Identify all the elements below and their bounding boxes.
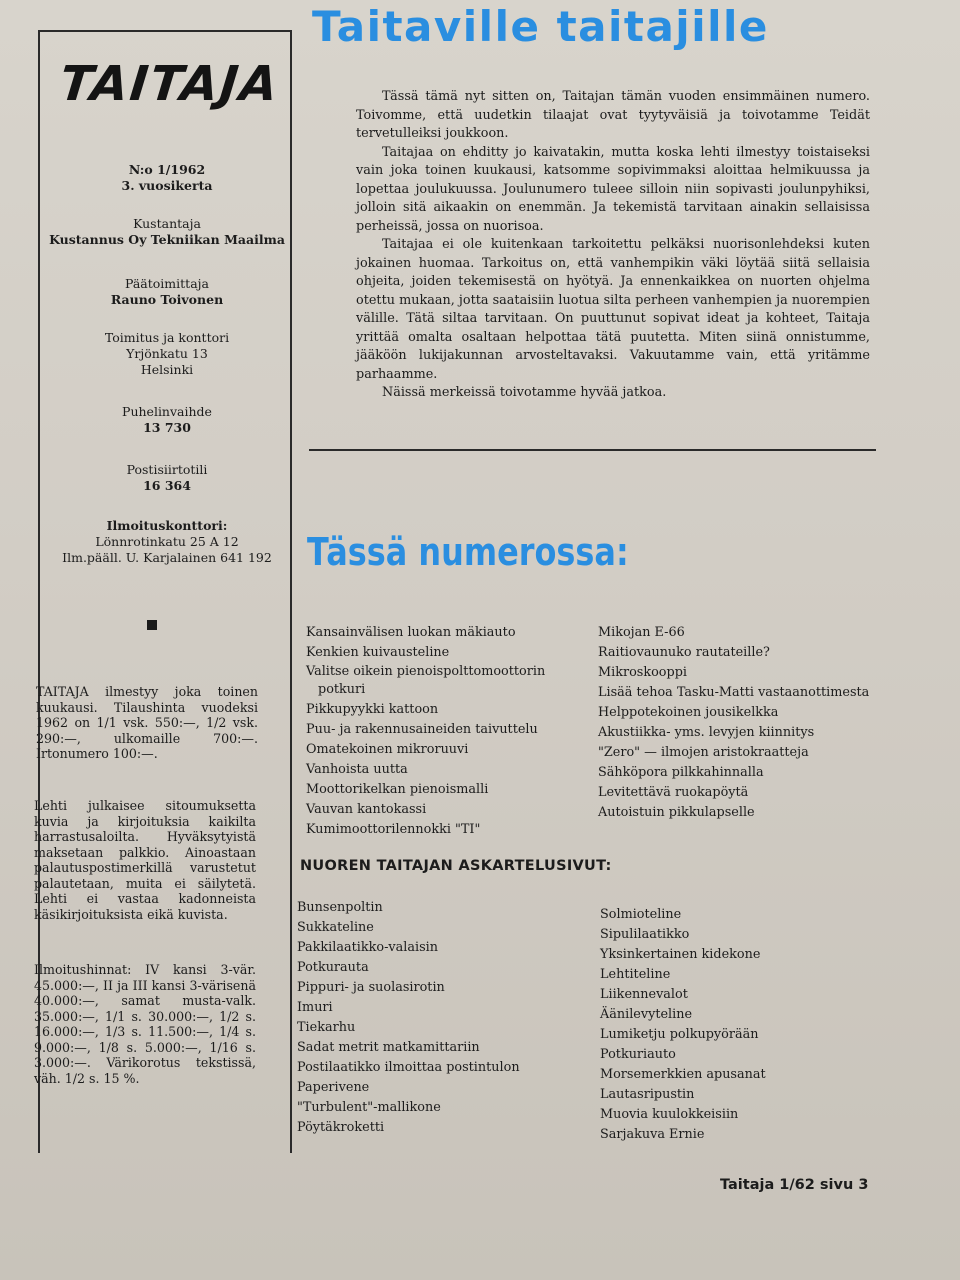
publisher: Kustannus Oy Tekniikan Maailma (49, 232, 285, 247)
youth-item: Sukkateline (297, 920, 374, 935)
youth-item: Muovia kuulokkeisiin (600, 1107, 739, 1122)
contents-item: potkuri (318, 682, 366, 697)
giro-number: 16 364 (143, 478, 191, 493)
youth-item: Sipulilaatikko (600, 927, 690, 942)
ads-office-street: Lönnrotinkatu 25 A 12 (95, 534, 239, 549)
office-label: Toimitus ja konttori (104, 330, 230, 345)
youth-item: Sadat metrit matkamittariin (297, 1040, 480, 1055)
editor-name: Rauno Toivonen (110, 292, 224, 307)
contents-item: Raitiovaunuko rautateille? (598, 645, 770, 660)
article-body (356, 88, 870, 403)
youth-item: "Turbulent"-mallikone (297, 1100, 441, 1115)
youth-list-right (600, 905, 766, 1145)
contents-item: Mikroskooppi (598, 665, 687, 680)
contents-item: Omatekoinen mikroruuvi (306, 742, 469, 757)
article-paragraph: Tässä tämä nyt sitten on, Taitajan tämän vuoden ensimmäinen numero. Toivomme, että uudetkin tilaajat ovat tyytyväisiä ja toivotamme Teidät tervetulleiksi joukkoon. (356, 89, 870, 141)
issue-number: N:o 1/1962 (128, 162, 206, 177)
youth-item: Postilaatikko ilmoittaa postintulon (297, 1060, 520, 1075)
contents-item: Moottorikelkan pienoismalli (306, 782, 489, 797)
ads-office-info (40, 518, 294, 566)
article-paragraph: Taitajaa on ehditty jo kaivatakin, mutta koska lehti ilmestyy toistaiseksi vain joka toinen kuukausi, katsomme sopivimmaksi aloittaa helmikuussa ja lopettaa joulukuussa. Joulunumero tuleee silloin niin sopivasti joulunpyhiksi, jolloin sitä aikaakin on enemmän. Ja tekemistä tarvitaan ainakin sellaisissa perheissä, jossa on nuorisoa. (356, 144, 870, 234)
contents-item: "Zero" — ilmojen aristokraatteja (598, 745, 809, 760)
youth-item: Morsemerkkien apusanat (600, 1067, 766, 1082)
youth-item: Potkurauta (297, 960, 369, 975)
ad-prices-text: Ilmoitushinnat: IV kansi 3-vär. 45.000:—, II ja III kansi 3-värisenä 40.000:—, samat musta-valk. 35.000:—, 1/1 s. 30.000:—, 1/2 s. 16.000:—, 1/3 s. 11.500:—, 1/4 s. 9.000:—, 1/8 s. 5.000:—, 1/16 s. 3.000:—. Värikorotus tekstissä, väh. 1/2 s. 15 %. (34, 962, 256, 1086)
page-footer: Taitaja 1/62 sivu 3 (720, 1177, 869, 1193)
youth-item: Lumiketju polkupyörään (600, 1027, 759, 1042)
youth-list-left (297, 898, 520, 1138)
contents-item: Levitettävä ruokapöytä (598, 785, 749, 800)
youth-item: Bunsenpoltin (297, 900, 383, 915)
ads-office-label: Ilmoituskonttori: (106, 518, 228, 533)
masthead-box (34, 30, 292, 1153)
divider-rule (309, 449, 876, 451)
contributions-text: Lehti julkaisee sitoumuksetta kuvia ja kirjoituksia kaikilta harrastusaloilta. Hyväksytyistä maksetaan palkkio. Ainoastaan palautuspostimerkillä varustetut palautetaan, muita ei säilytetä. Lehti ei vastaa kadonneista käsikirjoituksista eikä kuvista. (34, 798, 256, 922)
publisher-label: Kustantaja (133, 216, 201, 231)
contents-item: Kumimoottorilennokki "TI" (306, 822, 481, 837)
office-street: Yrjönkatu 13 (126, 346, 208, 361)
volume: 3. vuosikerta (121, 178, 213, 193)
youth-item: Pippuri- ja suolasirotin (297, 980, 445, 995)
editor-label: Päätoimittaja (125, 276, 209, 291)
contents-item: Mikojan E-66 (598, 625, 685, 640)
contents-item: Valitse oikein pienoispolttomoottorin (306, 664, 546, 679)
youth-item: Äänilevyteline (600, 1007, 693, 1022)
editor-info (40, 276, 294, 308)
giro-info (40, 462, 294, 494)
publisher-info (40, 216, 294, 248)
contents-item: Vanhoista uutta (306, 762, 408, 777)
youth-item: Lehtiteline (600, 967, 671, 982)
youth-item: Tiekarhu (297, 1020, 356, 1035)
youth-item: Imuri (297, 1000, 333, 1015)
phone-number: 13 730 (143, 420, 191, 435)
youth-item: Liikennevalot (600, 987, 688, 1002)
office-info (40, 330, 294, 378)
contents-item: Kansainvälisen luokan mäkiauto (306, 625, 516, 640)
subscription-text: TAITAJA ilmestyy joka toinen kuukausi. Tilaushinta vuodeksi 1962 on 1/1 vsk. 550:—, 1/2 vsk. 290:—, ulkomaille 700:—. Irtonumero 100:—. (36, 684, 258, 761)
contents-item: Sähköpora pilkkahinnalla (598, 765, 764, 780)
contents-list-right (598, 623, 869, 823)
article-paragraph: Näissä merkeissä toivotamme hyvää jatkoa. (382, 385, 667, 400)
phone-info (40, 404, 294, 436)
youth-item: Sarjakuva Ernie (600, 1127, 705, 1142)
youth-item: Lautasripustin (600, 1087, 695, 1102)
issue-info (40, 162, 294, 194)
office-city: Helsinki (140, 362, 194, 377)
article-paragraph: Taitajaa ei ole kuitenkaan tarkoitettu pelkäksi nuorisonlehdeksi kuten jokainen huomaa. Tarkoitus on, että vanhempikin väki löytää siitä sellaisia ohjeita, joiden tekemisestä on hyötyä. Ja ennenkaikkea on nuorten ohjelma otettu mukaan, jotta saataisiin luotua silta perheen vanhempien ja nuorempien välille. Tätä siltaa tarvitaan. On puuttunut sopivat ideat ja kohteet, Taitaja yrittää omalta osaltaan helpottaa tätä puutetta. Miten siinä onnistumme, jääköön lukijakunnan arvosteltavaksi. Vakuutamme vain, että yritämme parhaamme. (356, 237, 870, 382)
contents-item: Lisää tehoa Tasku-Matti vastaanottimesta (598, 685, 870, 700)
contents-item: Kenkien kuivausteline (306, 645, 450, 660)
youth-item: Potkuriauto (600, 1047, 676, 1062)
contents-item: Autoistuin pikkulapselle (598, 805, 755, 820)
separator-square (147, 620, 157, 630)
youth-item: Paperivene (297, 1080, 370, 1095)
giro-label: Postisiirtotili (126, 462, 208, 477)
contents-item: Helppotekoinen jousikelkka (598, 705, 779, 720)
phone-label: Puhelinvaihde (122, 404, 212, 419)
youth-item: Solmioteline (600, 907, 682, 922)
contents-item: Puu- ja rakennusaineiden taivuttelu (306, 722, 538, 737)
contents-item: Vauvan kantokassi (306, 802, 427, 817)
contents-list-left (306, 623, 545, 840)
youth-item: Yksinkertainen kidekone (600, 947, 761, 962)
article-title: Taitaville taitajille (312, 2, 769, 51)
youth-section-title: NUOREN TAITAJAN ASKARTELUSIVUT: (300, 858, 612, 874)
ads-office-contact: Ilm.pääll. U. Karjalainen 641 192 (62, 550, 272, 565)
youth-item: Pöytäkroketti (297, 1120, 385, 1135)
magazine-logo: TAITAJA (57, 56, 283, 112)
contents-title: Tässä numerossa: (307, 530, 629, 574)
youth-item: Pakkilaatikko-valaisin (297, 940, 438, 955)
contents-item: Pikkupyykki kattoon (306, 702, 439, 717)
contents-item: Akustiikka- yms. levyjen kiinnitys (598, 725, 815, 740)
